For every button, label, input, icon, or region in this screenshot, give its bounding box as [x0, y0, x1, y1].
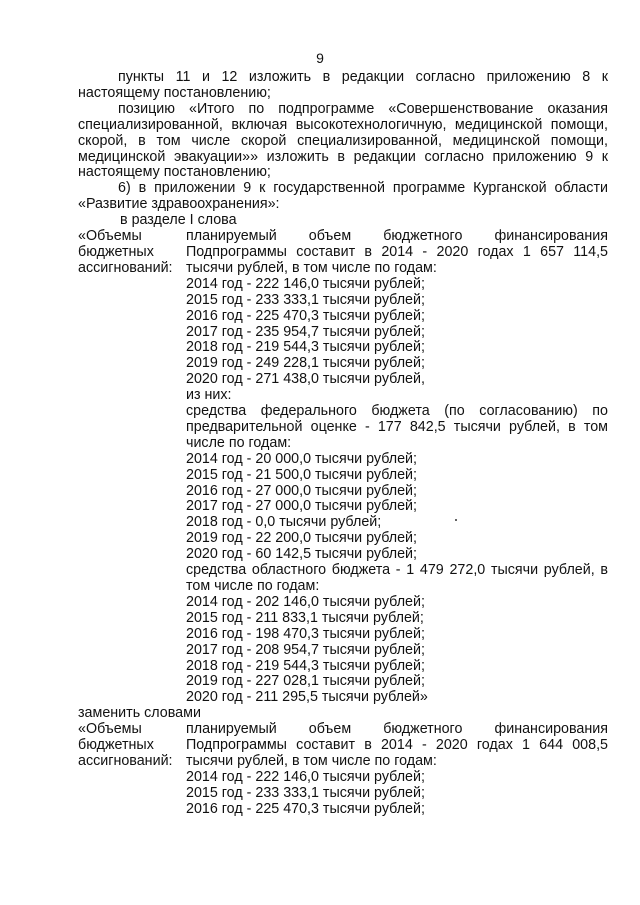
- regional-year-line: 2020 год - 211 295,5 тысячи рублей»: [186, 689, 428, 706]
- page-number: 9: [316, 50, 324, 66]
- year-line: 2020 год - 271 438,0 тысячи рублей,: [186, 371, 425, 388]
- budget-text: [186, 229, 608, 706]
- scan-speck: [455, 519, 457, 521]
- year-line: 2019 год - 249 228,1 тысячи рублей;: [186, 355, 425, 372]
- budget-block-replacement: [78, 722, 608, 817]
- paragraph-appendix-9: 6) в приложении 9 к государственной программе Курганской области «Развитие здравоохранения»:: [78, 180, 608, 213]
- regional-year-line: 2019 год - 227 028,1 тысячи рублей;: [186, 673, 425, 690]
- year-line: 2017 год - 235 954,7 тысячи рублей;: [186, 323, 425, 340]
- budget-block-original: [78, 229, 608, 706]
- replace-with-words: заменить словами: [78, 705, 201, 722]
- federal-year-line: 2014 год - 20 000,0 тысячи рублей;: [186, 450, 418, 467]
- federal-year-line: 2019 год - 22 200,0 тысячи рублей;: [186, 530, 418, 547]
- document-body: [78, 70, 608, 818]
- federal-year-line: 2018 год - 0,0 тысячи рублей;: [186, 514, 382, 531]
- federal-budget-intro: средства федерального бюджета (по согласованию) по предварительной оценке - 177 842,5 тысячи рублей, в том числе по годам:: [186, 403, 608, 451]
- regional-year-line: 2018 год - 219 544,3 тысячи рублей;: [186, 657, 425, 674]
- budget-label: «Объемы бюджетных ассигнований:: [78, 721, 173, 769]
- year-line: 2016 год - 225 470,3 тысячи рублей;: [186, 307, 425, 324]
- regional-year-line: 2016 год - 198 470,3 тысячи рублей;: [186, 625, 425, 642]
- federal-year-line: 2016 год - 27 000,0 тысячи рублей;: [186, 482, 418, 499]
- budget-intro: планируемый объем бюджетного финансирования Подпрограммы составит в 2014 - 2020 годах 1 657 114,5 тысячи рублей, в том числе по годам:: [186, 228, 608, 276]
- year-line: 2014 год - 222 146,0 тысячи рублей;: [186, 768, 425, 785]
- regional-year-line: 2017 год - 208 954,7 тысячи рублей;: [186, 641, 425, 658]
- paragraph-position-total: позицию «Итого по подпрограмме «Совершенствование оказания специализированной, включая высокотехнологичную, медицинской помощи, скорой, в том числе скорой специализированной, медицинской помощи, медицинской эвакуации»» изложить в редакции согласно приложению 9 к настоящему постановлению;: [78, 100, 608, 181]
- budget-label: «Объемы бюджетных ассигнований:: [78, 228, 173, 276]
- paragraph-items-11-12: пункты 11 и 12 изложить в редакции согласно приложению 8 к настоящему постановлению;: [78, 69, 608, 101]
- regional-year-line: 2014 год - 202 146,0 тысячи рублей;: [186, 593, 425, 610]
- budget-text: [186, 722, 608, 817]
- federal-year-line: 2015 год - 21 500,0 тысячи рублей;: [186, 466, 418, 483]
- of-them-label: из них:: [186, 387, 232, 404]
- year-line: 2016 год - 225 470,3 тысячи рублей;: [186, 800, 425, 817]
- federal-year-line: 2020 год - 60 142,5 тысячи рублей;: [186, 546, 418, 563]
- regional-year-line: 2015 год - 211 833,1 тысячи рублей;: [186, 609, 424, 626]
- paragraph-section-1: в разделе I слова: [120, 212, 237, 229]
- year-line: 2014 год - 222 146,0 тысячи рублей;: [186, 275, 425, 292]
- regional-budget-intro: средства областного бюджета - 1 479 272,0 тысячи рублей, в том числе по годам:: [186, 562, 608, 594]
- budget-intro: планируемый объем бюджетного финансирования Подпрограммы составит в 2014 - 2020 годах 1 644 008,5 тысячи рублей, в том числе по годам:: [186, 721, 608, 769]
- year-line: 2015 год - 233 333,1 тысячи рублей;: [186, 291, 425, 308]
- year-line: 2018 год - 219 544,3 тысячи рублей;: [186, 339, 425, 356]
- federal-year-line: 2017 год - 27 000,0 тысячи рублей;: [186, 498, 418, 515]
- year-line: 2015 год - 233 333,1 тысячи рублей;: [186, 784, 425, 801]
